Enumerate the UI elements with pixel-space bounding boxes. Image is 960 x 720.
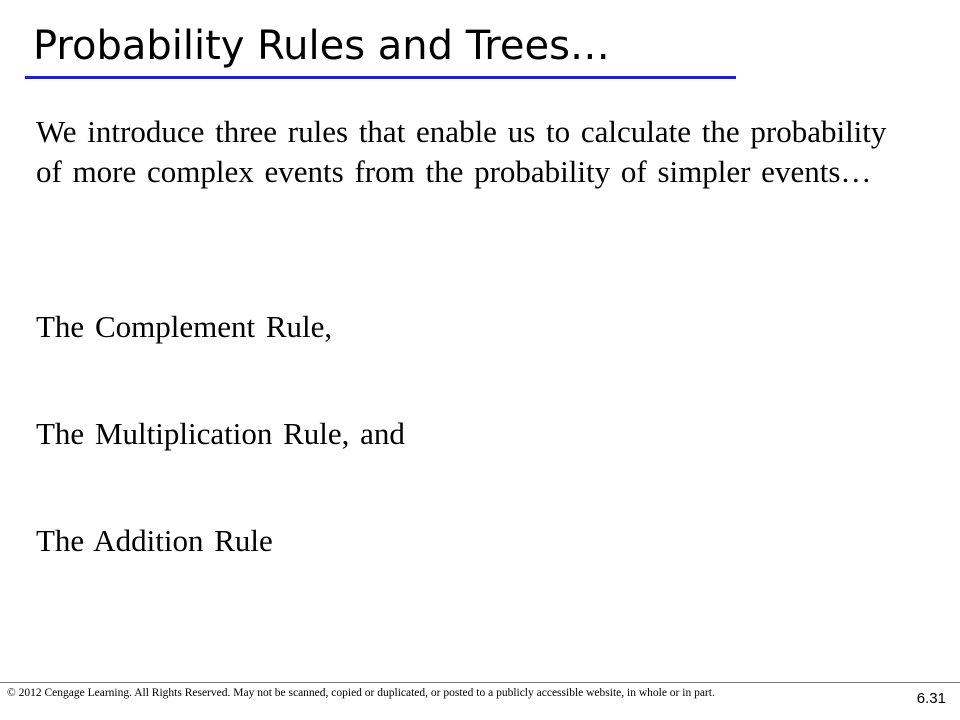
rule-complement: The Complement Rule, xyxy=(36,309,333,344)
rule-addition: The Addition Rule xyxy=(36,523,273,558)
slide-number: 6.31 xyxy=(916,690,946,707)
title-underline xyxy=(25,76,736,79)
intro-paragraph: We introduce three rules that enable us to calculate the probability of more complex events from the probability of simpler events… xyxy=(36,114,887,189)
rule-multiplication: The Multiplication Rule, and xyxy=(36,416,405,451)
copyright-notice: © 2012 Cengage Learning. All Rights Reserved. May not be scanned, copied or duplicated, or posted to a publicly accessible website, in whole or in part. xyxy=(7,687,715,699)
footer-divider xyxy=(0,682,960,683)
slide-title: Probability Rules and Trees… xyxy=(33,23,610,69)
